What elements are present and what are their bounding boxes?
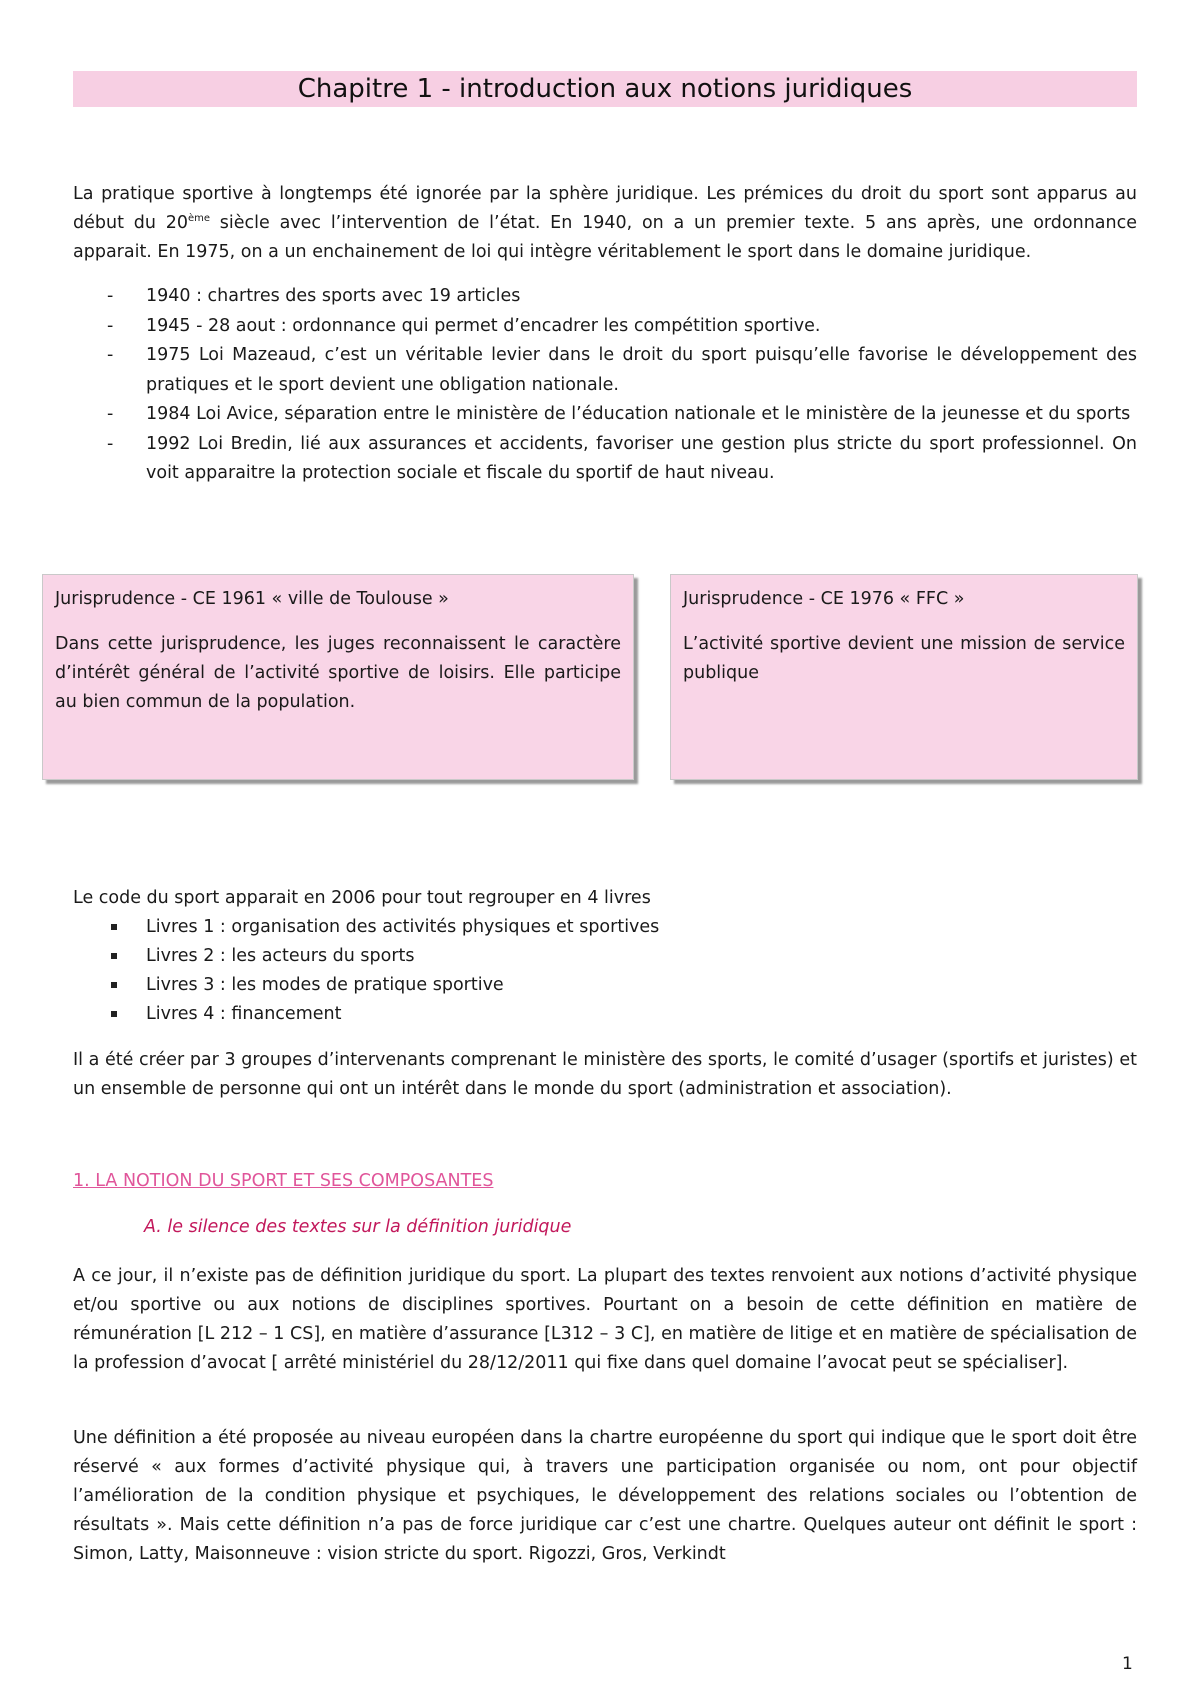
list-item-text: Livres 4 : financement (146, 1004, 342, 1024)
list-item (73, 971, 1137, 1000)
sub-heading: A. le silence des textes sur la définition juridique (144, 1217, 572, 1237)
dash-marker: - (107, 345, 114, 365)
box-text: Dans cette jurisprudence, les juges reconnaissent le caractère d’intérêt général de l’activité sportive de loisirs. Elle participe au bien commun de la population. (55, 634, 621, 712)
list-item-text: 1975 Loi Mazeaud, c’est un véritable levier dans le droit du sport puisqu’elle favorise le développement des pratiques et le sport devient une obligation nationale. (146, 345, 1137, 395)
intro-part-1: La pratique sportive à longtemps été ignorée par la sphère juridique. Les prémices du droit du sport sont apparus au début du 20 (73, 184, 1137, 233)
definition-paragraph-1: A ce jour, il n’existe pas de définition juridique du sport. La plupart des textes renvoient aux notions d’activité physique et/ou sportive ou aux notions de disciplines sportives. Pourtant on a besoin de cette définition en matière de rémunération [L 212 – 1 CS], en matière d’assurance [L312 – 3 C], en matière de litige et en matière de spécialisation de la profession d’avocat [ arrêté ministériel du 28/12/2011 qui fixe dans quel domaine l’avocat peut se spécialiser]. (73, 1266, 1137, 1373)
list-item (73, 312, 1137, 342)
list-item-text: Livres 2 : les acteurs du sports (146, 946, 415, 966)
dash-marker: - (107, 433, 114, 454)
square-bullet-icon (111, 982, 117, 988)
dash-marker: - (107, 404, 114, 424)
dash-marker: - (107, 286, 114, 306)
list-item-text: 1945 - 28 aout : ordonnance qui permet d’encadrer les compétition sportive. (146, 315, 821, 336)
definition-paragraph-2: Une définition a été proposée au niveau européen dans la chartre européenne du sport qui indique que le sport doit être réservé « aux formes d’activité physique qui, à travers une participation organisée ou nom, ont pour objectif l’amélioration de la condition physique et psychiques, le développement des relations sociales ou l’obtention de résultats ». Mais cette définition n’a pas de force juridique car c’est une chartre. Quelques auteur ont définit le sport : Simon, Latty, Maisonneuve : vision stricte du sport. Rigozzi, Gros, Verkindt (73, 1428, 1137, 1564)
square-bullet-icon (111, 1011, 117, 1017)
dash-marker: - (107, 315, 114, 336)
square-bullet-icon (111, 953, 117, 959)
page-number: 1 (1122, 1654, 1133, 1674)
list-item-text: 1992 Loi Bredin, lié aux assurances et accidents, favoriser une gestion plus stricte du sport professionnel. On voit apparaitre la protection sociale et fiscale du sportif de haut niveau. (146, 433, 1137, 483)
jurisprudence-box-toulouse (42, 574, 634, 780)
list-item (73, 430, 1137, 489)
square-bullet-icon (111, 924, 117, 930)
page-title: Chapitre 1 - introduction aux notions juridiques (73, 71, 1137, 107)
list-item-text: 1984 Loi Avice, séparation entre le ministère de l’éducation nationale et le ministère de la jeunesse et du sports (146, 404, 1131, 424)
jurisprudence-box-ffc (670, 574, 1138, 780)
list-item-text: Livres 3 : les modes de pratique sportive (146, 975, 504, 995)
intro-paragraph (73, 180, 1137, 267)
list-item (73, 913, 1137, 942)
intro-superscript: ème (187, 213, 211, 225)
box-title: Jurisprudence - CE 1976 « FFC » (683, 589, 965, 609)
intro-part-2: siècle avec l’intervention de l’état. En 1940, on a un premier texte. 5 ans après, une ordonnance apparait. En 1975, on a un enchainement de loi qui intègre véritablement le sport dans le domaine juridique. (73, 213, 1137, 262)
list-item (73, 341, 1137, 400)
list-item (73, 1000, 1137, 1029)
box-text: L’activité sportive devient une mission de service publique (683, 634, 1125, 683)
section-heading: 1. LA NOTION DU SPORT ET SES COMPOSANTES (73, 1171, 494, 1191)
list-item (73, 942, 1137, 971)
code-intro: Le code du sport apparait en 2006 pour tout regrouper en 4 livres (73, 888, 651, 908)
box-title: Jurisprudence - CE 1961 « ville de Toulouse » (55, 589, 449, 609)
list-item (73, 400, 1137, 430)
history-list (73, 282, 1137, 489)
code-outro: Il a été créer par 3 groupes d’intervenants comprenant le ministère des sports, le comité d’usager (sportifs et juristes) et un ensemble de personne qui ont un intérêt dans le monde du sport (administration et association). (73, 1050, 1137, 1099)
list-item (73, 282, 1137, 312)
list-item-text: Livres 1 : organisation des activités physiques et sportives (146, 917, 660, 937)
list-item-text: 1940 : chartres des sports avec 19 articles (146, 286, 521, 306)
code-books-list (73, 913, 1137, 1029)
